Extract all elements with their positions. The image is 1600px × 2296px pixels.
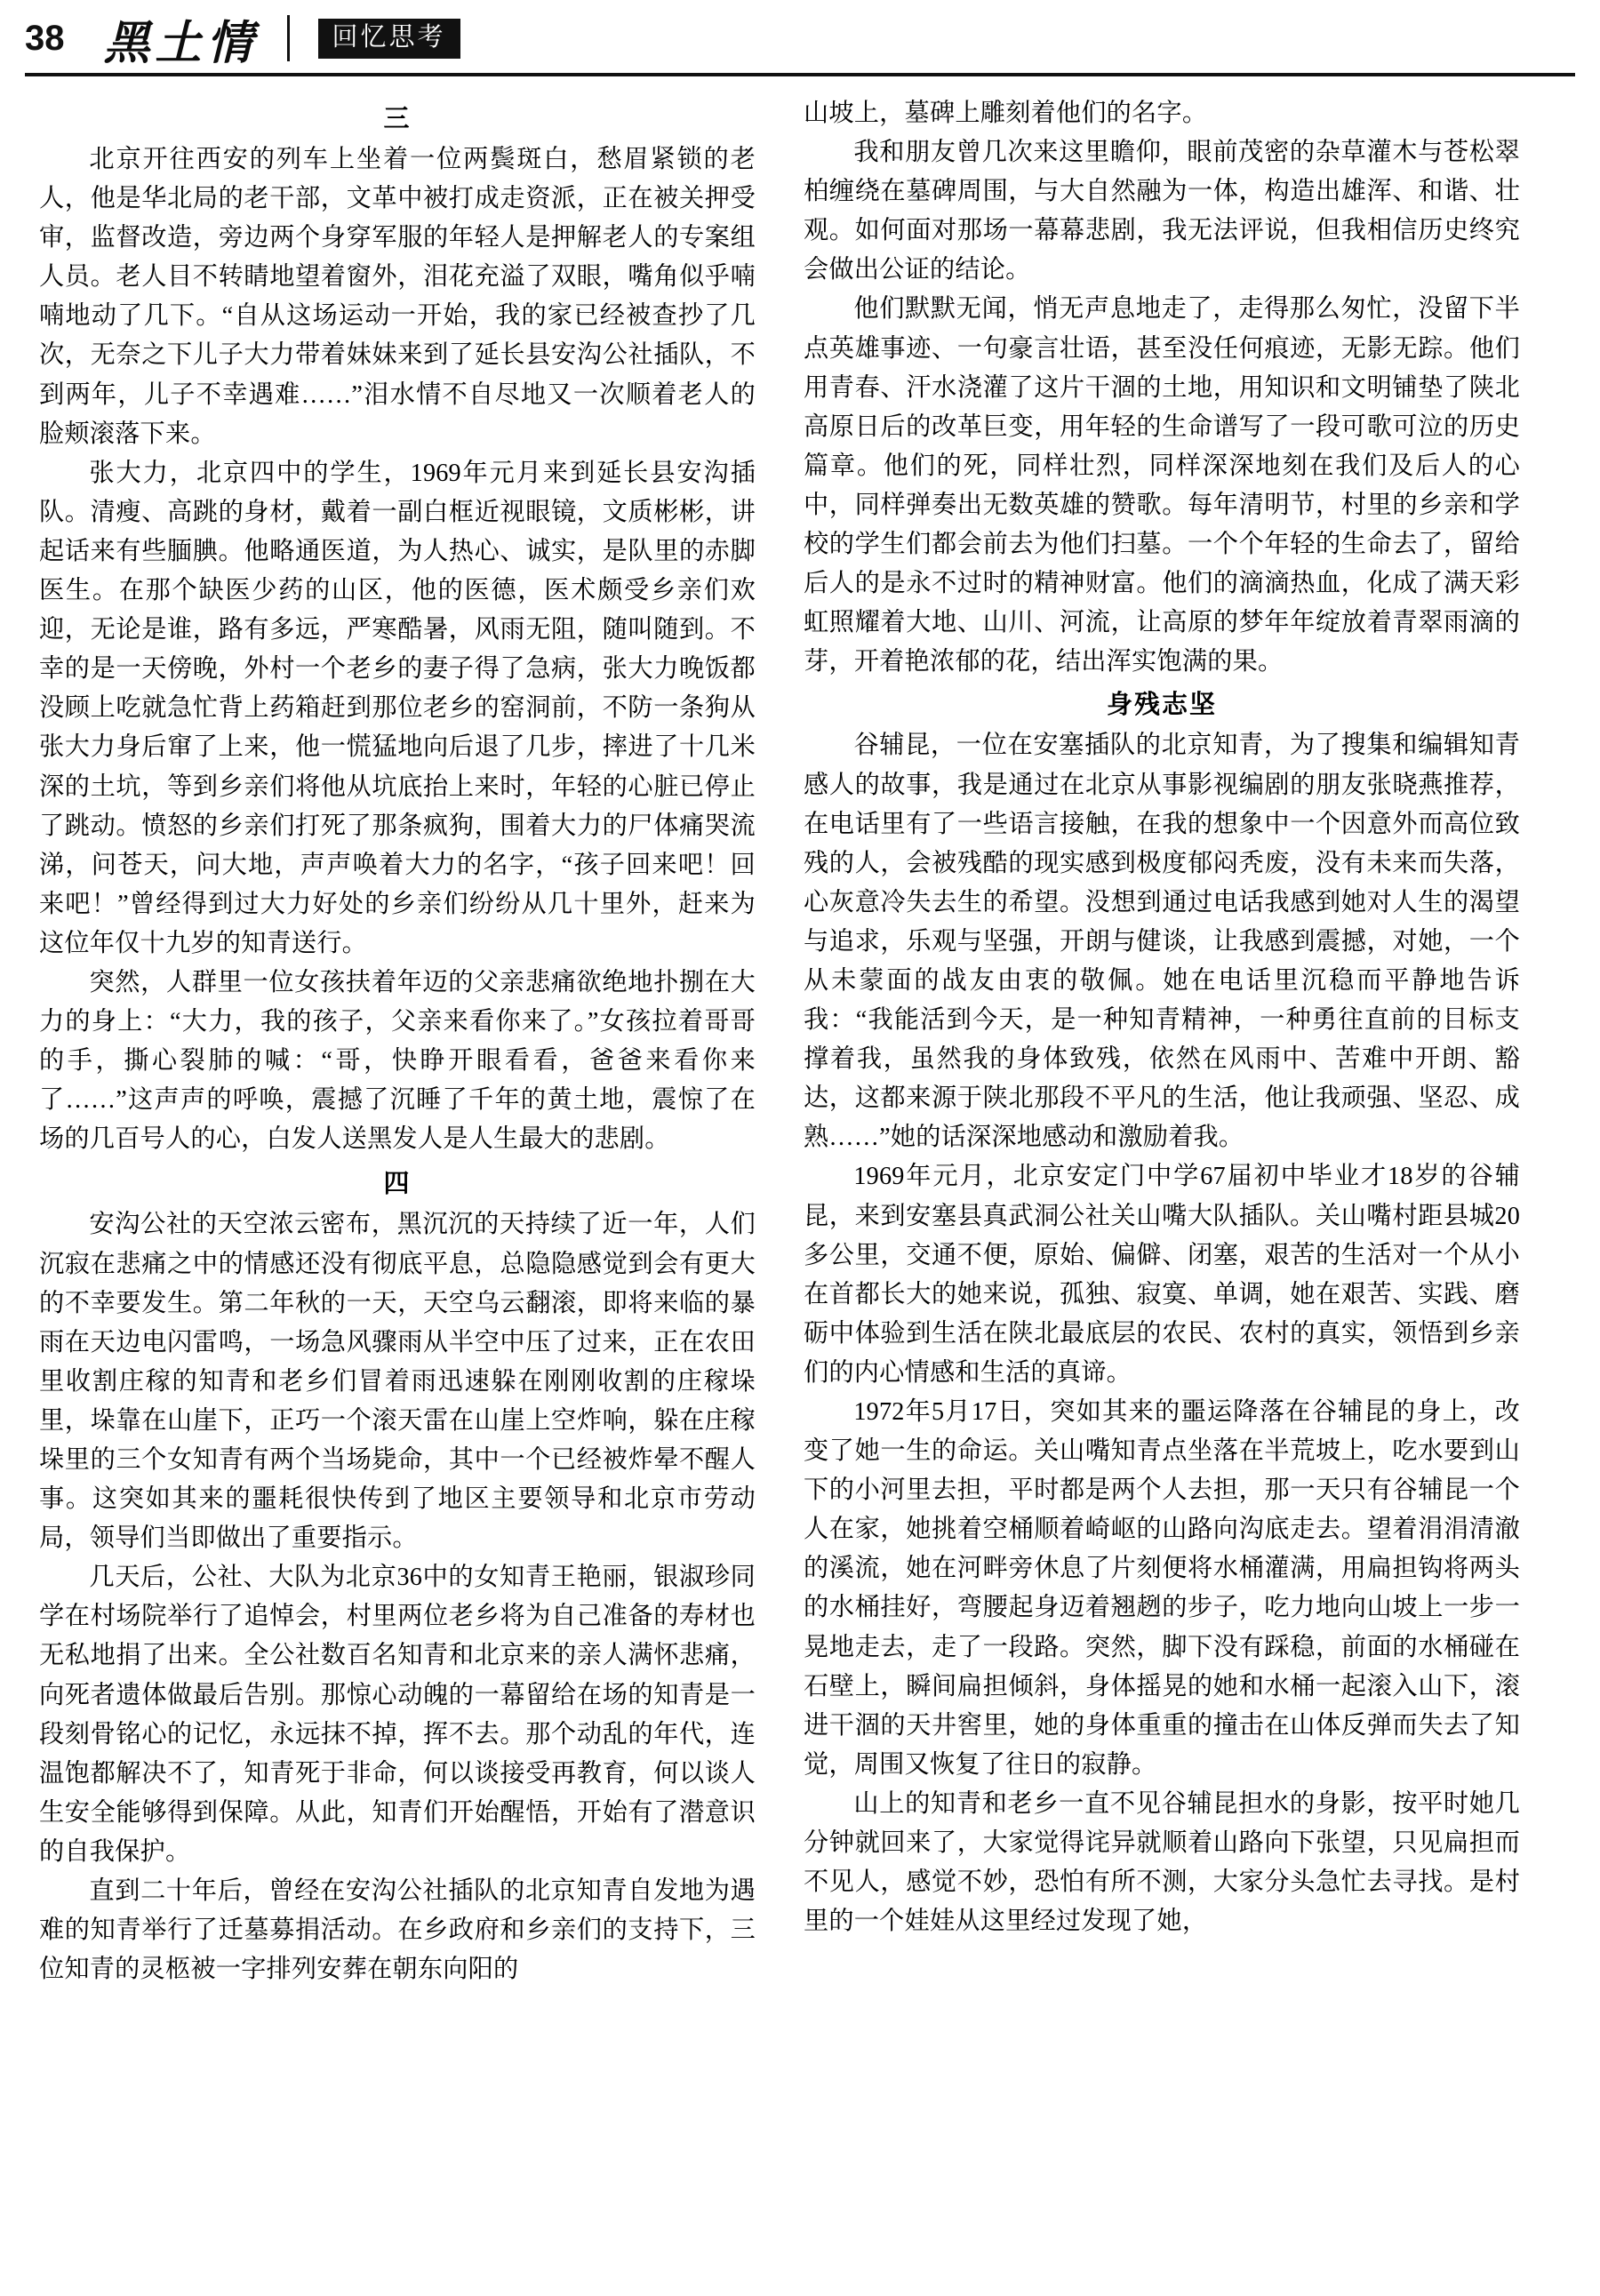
- paragraph: 张大力，北京四中的学生，1969年元月来到延长县安沟插队。清瘦、高跳的身材，戴着一副白框近视眼镜，文质彬彬，讲起话来有些腼腆。他略通医道，为人热心、诚实，是队里的赤脚医生。在那个缺医少药的山区，他的医德，医术颇受乡亲们欢迎，无论是谁，路有多远，严寒酷暑，风雨无阻，随叫随到。不幸的是一天傍晚，外村一个老乡的妻子得了急病，张大力晚饭都没顾上吃就急忙背上药箱赶到那位老乡的窑洞前，不防一条狗从张大力身后窜了上来，他一慌猛地向后退了几步，摔进了十几米深的土坑，等到乡亲们将他从坑底抬上来时，年轻的心脏已停止了跳动。愤怒的乡亲们打死了那条疯狗，围着大力的尸体痛哭流涕，问苍天，问大地，声声唤着大力的名字，“孩子回来吧！回来吧！”曾经得到过大力好处的乡亲们纷纷从几十里外，赶来为这位年仅十九岁的知青送行。: [39, 459, 756, 957]
- paragraph: 我和朋友曾几次来这里瞻仰，眼前茂密的杂草灌木与苍松翠柏缠绕在墓碑周围，与大自然融为一体，构造出雄浑、和谐、壮观。如何面对那场一幕幕悲剧，我无法评说，但我相信历史终究会做出公证的结论。: [804, 139, 1520, 284]
- masthead-title: 黑土情: [103, 15, 259, 70]
- paragraph: 1969年元月，北京安定门中学67届初中毕业才18岁的谷辅昆，来到安塞县真武洞公社关山嘴大队插队。关山嘴村距县城20多公里，交通不便，原始、偏僻、闭塞，艰苦的生活对一个从小在首都长大的她来说，孤独、寂寞、单调，她在艰苦、实践、磨砺中体验到生活在陕北最底层的农民、农村的真实，领悟到乡亲们的内心情感和生活的真谛。: [804, 1163, 1520, 1387]
- paragraph: 直到二十年后，曾经在安沟公社插队的北京知青自发地为遇难的知青举行了迁墓募捐活动。在乡政府和乡亲们的支持下，三位知青的灵柩被一字排列安葬在朝东向阳的: [39, 1877, 756, 1984]
- paragraph: 北京开往西安的列车上坐着一位两鬓斑白，愁眉紧锁的老人，他是华北局的老干部，文革中被打成走资派，正在被关押受审，监督改造，旁边两个身穿军服的年轻人是押解老人的专案组人员。老人目不转睛地望着窗外，泪花充溢了双眼，嘴角似乎喃喃地动了几下。“自从这场运动一开始，我的家已经被查抄了几次，无奈之下儿子大力带着妹妹来到了延长县安沟公社插队，不到两年，儿子不幸遇难……”泪水情不自尽地又一次顺着老人的脸颊滚落下来。: [39, 146, 756, 448]
- section-heading-four: 四: [383, 1170, 412, 1199]
- paragraph: 几天后，公社、大队为北京36中的女知青王艳丽，银淑珍同学在村场院举行了追悼会，村里两位老乡将为自己准备的寿材也无私地捐了出来。全公社数百名知青和北京来的亲人满怀悲痛，向死者遗体做最后告别。那惊心动魄的一幕留给在场的知青是一段刻骨铭心的记忆，永远抹不掉，挥不去。那个动乱的年代，连温饱都解决不了，知青死于非命，何以谈接受再教育，何以谈人生安全能够得到保障。从此，知青们开始醒悟，开始有了潜意识的自我保护。: [39, 1564, 756, 1866]
- header-divider: [287, 15, 290, 61]
- section-tag: 回忆思考: [318, 19, 460, 59]
- paragraph: 他们默默无闻，悄无声息地走了，走得那么匆忙，没留下半点英雄事迹、一句豪言壮语，甚至没任何痕迹，无影无踪。他们用青春、汗水浇灌了这片干涸的土地，用知识和文明铺垫了陕北高原日后的改革巨变，用年轻的生命谱写了一段可歌可泣的历史篇章。他们的死，同样壮烈，同样深深地刻在我们及后人的心中，同样弹奏出无数英雄的赞歌。每年清明节，村里的乡亲和学校的学生们都会前去为他们扫墓。一个个年轻的生命去了，留给后人的是永不过时的精神财富。他们的滴滴热血，化成了满天彩虹照耀着大地、山川、河流，让高原的梦年年绽放着青翠雨滴的芽，开着艳浓郁的花，结出浑实饱满的果。: [804, 295, 1520, 676]
- subsection-heading: 身残志坚: [1106, 691, 1217, 720]
- paragraph-continued: 山坡上，墓碑上雕刻着他们的名字。: [804, 100, 1208, 127]
- paragraph: 谷辅昆，一位在安塞插队的北京知青，为了搜集和编辑知青感人的故事，我是通过在北京从事影视编剧的朋友张晓燕推荐，在电话里有了一些语言接触，在我的想象中一个因意外而高位致残的人，会被残酷的现实感到极度郁闷秃废，没有未来而失落，心灰意冷失去生的希望。没想到通过电话我感到她对人生的渴望与追求，乐观与坚强，开朗与健谈，让我感到震撼，对她，一个从未蒙面的战友由衷的敬佩。她在电话里沉稳而平静地告诉我：“我能活到今天，是一种知青精神，一种勇往直前的目标支撑着我，虽然我的身体致残，依然在风雨中、苦难中开朗、豁达，这都来源于陕北那段不平凡的生活，他让我顽强、坚忍、成熟……”她的话深深地感动和激励着我。: [804, 732, 1520, 1152]
- paragraph: 山上的知青和老乡一直不见谷辅昆担水的身影，按平时她几分钟就回来了，大家觉得诧异就顺着山路向下张望，只见扁担而不见人，感觉不妙，恐怕有所不测，大家分头急忙去寻找。是村里的一个娃娃从这里经过发现了她，: [804, 1789, 1520, 1936]
- section-heading-three: 三: [383, 105, 412, 133]
- paragraph: 1972年5月17日，突如其来的噩运降落在谷辅昆的身上，改变了她一生的命运。关山嘴知青点坐落在半荒坡上，吃水要到山下的小河里去担，平时都是两个人去担，那一天只有谷辅昆一个人在家，她挑着空桶顺着崎岖的山路向沟底走去。望着涓涓清澈的溪流，她在河畔旁休息了片刻便将水桶灌满，用扁担钩将两头的水桶挂好，弯腰起身迈着翘趔的步子，吃力地向山坡上一步一晃地走去，走了一段路。突然，脚下没有踩稳，前面的水桶碰在石壁上，瞬间扁担倾斜，身体摇晃的她和水桶一起滚入山下，滚进干涸的天井窖里，她的身体重重的撞击在山体反弹而失去了知觉，周围又恢复了往日的寂静。: [804, 1398, 1520, 1779]
- left-column: [39, 94, 756, 2281]
- right-column: [804, 94, 1520, 2281]
- paragraph: 安沟公社的天空浓云密布，黑沉沉的天持续了近一年，人们沉寂在悲痛之中的情感还没有彻底平息，总隐隐感觉到会有更大的不幸要发生。第二年秋的一天，天空乌云翻滚，即将来临的暴雨在天边电闪雷鸣，一场急风骤雨从半空中压了过来，正在农田里收割庄稼的知青和老乡们冒着雨迅速躲在刚刚收割的庄稼垛里，垛靠在山崖下，正巧一个滚天雷在山崖上空炸响，躲在庄稼垛里的三个女知青有两个当场毙命，其中一个已经被炸晕不醒人事。这突如其来的噩耗很快传到了地区主要领导和北京市劳动局，领导们当即做出了重要指示。: [39, 1211, 756, 1553]
- article-columns: [0, 85, 1600, 2281]
- paragraph: 突然，人群里一位女孩扶着年迈的父亲悲痛欲绝地扑捌在大力的身上：“大力，我的孩子，父亲来看你来了。”女孩拉着哥哥的手，撕心裂肺的喊：“哥，快睁开眼看看，爸爸来看你来了……”这声声的呼唤，震撼了沉睡了千年的黄土地，震惊了在场的几百号人的心，白发人送黑发人是人生最大的悲剧。: [39, 968, 756, 1154]
- header-rule: [25, 73, 1575, 76]
- page-header: [0, 0, 1600, 85]
- page-number: 38: [25, 19, 65, 58]
